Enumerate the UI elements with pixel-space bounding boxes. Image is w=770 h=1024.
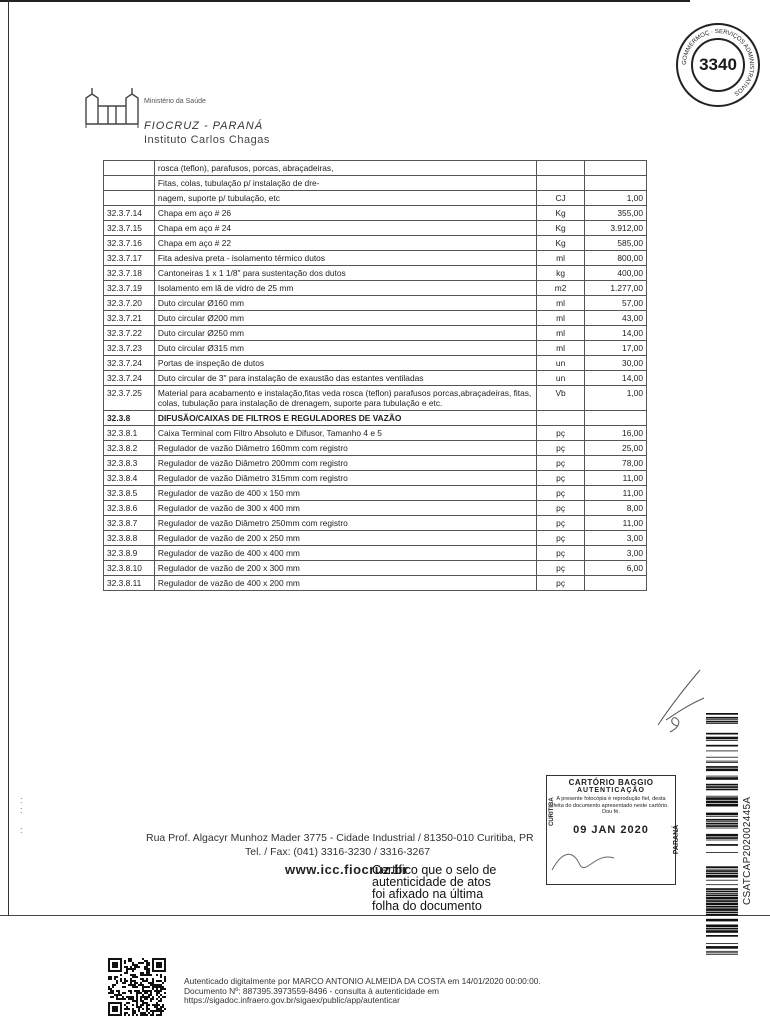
row-code: 32.3.7.17 (104, 251, 155, 266)
table-row (104, 371, 647, 386)
row-quantity (585, 411, 647, 426)
row-code: 32.3.7.24 (104, 371, 155, 386)
notary-name: CARTÓRIO BAGGIO (568, 778, 654, 787)
table-row (104, 266, 647, 281)
row-description: Duto circular Ø315 mm (154, 341, 536, 356)
row-description: Cantoneiras 1 x 1 1/8" para sustentação dos dutos (154, 266, 536, 281)
notary-authentication-stamp (546, 775, 680, 885)
row-quantity: 30,00 (585, 356, 647, 371)
materials-table-body (104, 161, 647, 591)
table-row (104, 561, 647, 576)
table-row (104, 356, 647, 371)
row-quantity: 6,00 (585, 561, 647, 576)
table-row (104, 576, 647, 591)
row-unit: Kg (536, 236, 585, 251)
row-description: Fita adesiva preta - isolamento térmico dutos (154, 251, 536, 266)
table-row (104, 501, 647, 516)
table-row (104, 456, 647, 471)
row-code: 32.3.8.9 (104, 546, 155, 561)
row-code (104, 191, 155, 206)
row-unit: ml (536, 341, 585, 356)
row-unit: ml (536, 251, 585, 266)
footer-phone: Tel. / Fax: (041) 3316-3230 / 3316-3267 (245, 846, 431, 858)
row-unit: pç (536, 576, 585, 591)
row-code: 32.3.7.22 (104, 326, 155, 341)
row-description: Duto circular de 3" para instalação de exaustão das estantes ventiladas (154, 371, 536, 386)
table-row (104, 441, 647, 456)
table-row (104, 281, 647, 296)
row-unit: CJ (536, 191, 585, 206)
row-quantity: 1.277,00 (585, 281, 647, 296)
row-quantity (585, 161, 647, 176)
row-unit: kg (536, 266, 585, 281)
row-quantity (585, 176, 647, 191)
row-unit: m2 (536, 281, 585, 296)
row-description: Caixa Terminal com Filtro Absoluto e Difusor, Tamanho 4 e 5 (154, 426, 536, 441)
notary-text: A presente fotocópia é reprodução fiel, desta feita do documento apresentado neste cartório. Dou fé. (553, 796, 669, 815)
footer-address: Rua Prof. Algacyr Munhoz Mader 3775 - Cidade Industrial / 81350-010 Curitiba, PR (146, 832, 534, 844)
row-quantity: 355,00 (585, 206, 647, 221)
table-row (104, 516, 647, 531)
row-quantity: 3,00 (585, 546, 647, 561)
row-unit: pç (536, 546, 585, 561)
row-description: Chapa em aço # 26 (154, 206, 536, 221)
row-description: Regulador de vazão de 200 x 300 mm (154, 561, 536, 576)
table-row (104, 426, 647, 441)
row-unit: Kg (536, 221, 585, 236)
table-row (104, 386, 647, 411)
row-code: 32.3.8.7 (104, 516, 155, 531)
row-description: Regulador de vazão Diâmetro 200mm com registro (154, 456, 536, 471)
row-unit: pç (536, 516, 585, 531)
digital-line-1: Autenticado digitalmente por MARCO ANTONIO ALMEIDA DA COSTA em 14/01/2020 00:00:00. (184, 976, 541, 986)
row-description: Regulador de vazão Diâmetro 160mm com registro (154, 441, 536, 456)
row-code: 32.3.7.14 (104, 206, 155, 221)
row-quantity: 11,00 (585, 516, 647, 531)
row-unit: un (536, 356, 585, 371)
row-unit (536, 176, 585, 191)
row-description: Fitas, colas, tubulação p/ instalação de dre- (154, 176, 536, 191)
row-description: Chapa em aço # 22 (154, 236, 536, 251)
row-quantity: 800,00 (585, 251, 647, 266)
row-description: nagem, suporte p/ tubulação, etc (154, 191, 536, 206)
row-quantity: 1,00 (585, 191, 647, 206)
page-top-rule (0, 0, 690, 2)
notary-state: PARANÁ (672, 824, 680, 855)
row-quantity: 585,00 (585, 236, 647, 251)
row-quantity: 14,00 (585, 371, 647, 386)
certification-text: Certifico que o selo de autenticidade de atos foi afixado na última folha do documento (372, 863, 497, 913)
row-quantity: 43,00 (585, 311, 647, 326)
table-row (104, 251, 647, 266)
stamp-number: 3340 (691, 38, 745, 92)
digital-line-3: https://sigadoc.infraero.gov.br/sigaex/public/app/autenticar (184, 995, 400, 1005)
row-unit: un (536, 371, 585, 386)
row-quantity: 16,00 (585, 426, 647, 441)
notary-city: CURITIBA (549, 797, 555, 826)
row-description: Duto circular Ø200 mm (154, 311, 536, 326)
row-quantity: 11,00 (585, 486, 647, 501)
table-row (104, 206, 647, 221)
row-unit: Vb (536, 386, 585, 411)
row-description: DIFUSÃO/CAIXAS DE FILTROS E REGULADORES DE VAZÃO (154, 411, 536, 426)
row-description: Regulador de vazão de 400 x 150 mm (154, 486, 536, 501)
row-unit: pç (536, 471, 585, 486)
row-description: Regulador de vazão de 400 x 400 mm (154, 546, 536, 561)
row-description: Duto circular Ø160 mm (154, 296, 536, 311)
row-unit: pç (536, 501, 585, 516)
row-unit: pç (536, 486, 585, 501)
row-code: 32.3.7.24 (104, 356, 155, 371)
row-description: Portas de inspeção de dutos (154, 356, 536, 371)
table-row (104, 296, 647, 311)
table-row (104, 326, 647, 341)
table-row (104, 236, 647, 251)
barcode-label: CSATCAP202002445A (742, 796, 753, 905)
row-quantity: 8,00 (585, 501, 647, 516)
row-code: 32.3.7.23 (104, 341, 155, 356)
row-code: 32.3.7.20 (104, 296, 155, 311)
table-row (104, 471, 647, 486)
row-code: 32.3.7.15 (104, 221, 155, 236)
digital-authentication (184, 977, 541, 1006)
row-unit: ml (536, 326, 585, 341)
page-left-rule (8, 0, 9, 915)
table-row (104, 341, 647, 356)
table-row (104, 531, 647, 546)
margin-marks: : : : (20, 795, 23, 835)
row-code: 32.3.7.25 (104, 386, 155, 411)
table-row (104, 161, 647, 176)
table-row (104, 176, 647, 191)
row-code (104, 161, 155, 176)
row-unit (536, 161, 585, 176)
row-quantity: 400,00 (585, 266, 647, 281)
row-quantity (585, 576, 647, 591)
row-description: Regulador de vazão Diâmetro 250mm com registro (154, 516, 536, 531)
row-unit: pç (536, 441, 585, 456)
row-description: rosca (teflon), parafusos, porcas, abraçadeiras, (154, 161, 536, 176)
row-unit: pç (536, 531, 585, 546)
row-code: 32.3.7.18 (104, 266, 155, 281)
footer-website: www.icc.fiocruz.br (285, 862, 409, 877)
qr-code-icon (108, 958, 166, 1016)
table-row (104, 411, 647, 426)
row-unit: ml (536, 311, 585, 326)
row-code: 32.3.8.5 (104, 486, 155, 501)
row-unit: pç (536, 426, 585, 441)
materials-table (103, 160, 647, 591)
row-code: 32.3.8.11 (104, 576, 155, 591)
table-row (104, 486, 647, 501)
row-description: Regulador de vazão de 300 x 400 mm (154, 501, 536, 516)
row-code: 32.3.7.21 (104, 311, 155, 326)
row-unit: Kg (536, 206, 585, 221)
row-code: 32.3.8.2 (104, 441, 155, 456)
row-code: 32.3.8.1 (104, 426, 155, 441)
institute-label: Instituto Carlos Chagas (144, 134, 270, 146)
row-description: Regulador de vazão Diâmetro 315mm com registro (154, 471, 536, 486)
row-description: Material para acabamento e instalação,fitas veda rosca (teflon) parafusos porcas,abraçadeiras, fitas, colas, tubulação para instalação de drenagem, suporte para tubulação e etc. (154, 386, 536, 411)
row-code: 32.3.8.3 (104, 456, 155, 471)
row-quantity: 25,00 (585, 441, 647, 456)
row-description: Regulador de vazão de 200 x 250 mm (154, 531, 536, 546)
row-unit: pç (536, 456, 585, 471)
row-unit: pç (536, 561, 585, 576)
stamp-ring-text: GOMMERMOÇ · SERVIÇOS ADMINISTRATIVOS (681, 28, 755, 97)
table-row (104, 311, 647, 326)
row-code: 32.3.8 (104, 411, 155, 426)
foundation-label: FIOCRUZ - PARANÁ (144, 120, 264, 132)
table-row (104, 221, 647, 236)
row-code: 32.3.7.19 (104, 281, 155, 296)
table-row (104, 546, 647, 561)
row-description: Duto circular Ø250 mm (154, 326, 536, 341)
row-description: Regulador de vazão de 400 x 200 mm (154, 576, 536, 591)
row-unit: ml (536, 296, 585, 311)
row-description: Isolamento em lã de vidro de 25 mm (154, 281, 536, 296)
notary-date: 09 JAN 2020 (573, 823, 649, 836)
row-code: 32.3.7.16 (104, 236, 155, 251)
digital-line-2: Documento Nº: 887395.3973559-8496 - consulta à autenticidade em (184, 985, 439, 996)
row-quantity: 14,00 (585, 326, 647, 341)
row-code: 32.3.8.4 (104, 471, 155, 486)
row-code: 32.3.8.8 (104, 531, 155, 546)
row-quantity: 11,00 (585, 471, 647, 486)
row-description: Chapa em aço # 24 (154, 221, 536, 236)
fiocruz-castle-logo-icon (82, 84, 142, 128)
ministry-label: Ministério da Saúde (144, 98, 206, 105)
row-code: 32.3.8.10 (104, 561, 155, 576)
row-quantity: 1,00 (585, 386, 647, 411)
row-quantity: 3.912,00 (585, 221, 647, 236)
row-quantity: 3,00 (585, 531, 647, 546)
page-bottom-rule (0, 915, 770, 916)
row-unit (536, 411, 585, 426)
row-quantity: 57,00 (585, 296, 647, 311)
row-code: 32.3.8.6 (104, 501, 155, 516)
barcode-icon (706, 713, 738, 958)
table-row (104, 191, 647, 206)
notary-subtitle: AUTENTICAÇÃO (577, 787, 645, 794)
row-code (104, 176, 155, 191)
page-number-stamp (676, 23, 760, 107)
row-quantity: 17,00 (585, 341, 647, 356)
handwritten-signature-icon (648, 650, 708, 740)
row-quantity: 78,00 (585, 456, 647, 471)
